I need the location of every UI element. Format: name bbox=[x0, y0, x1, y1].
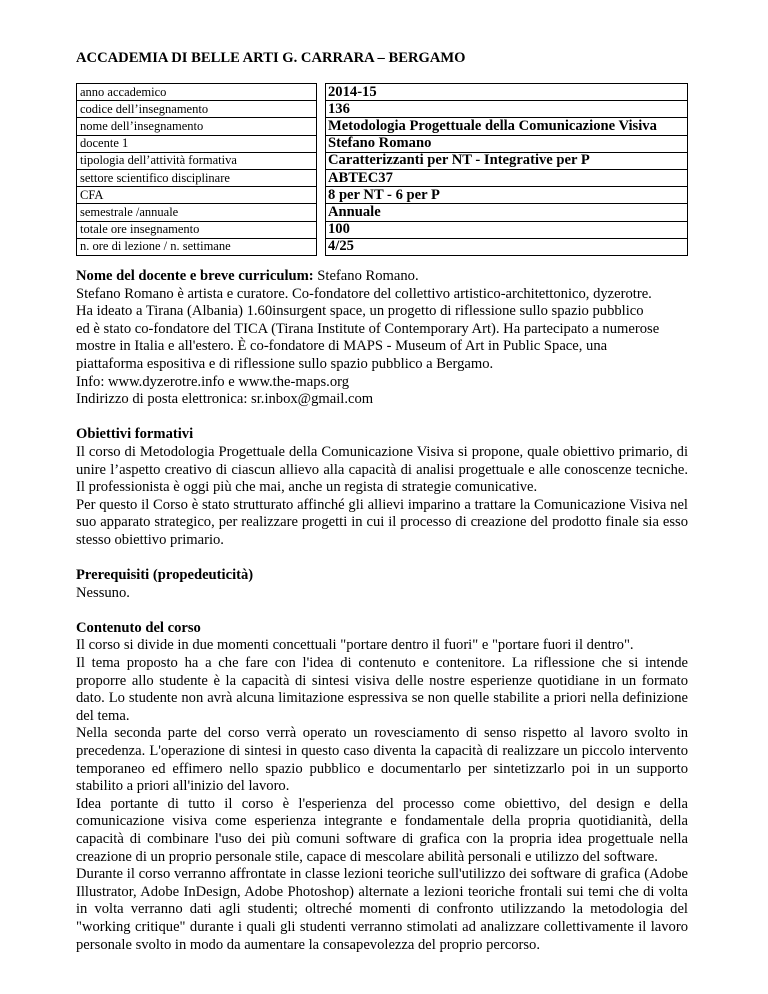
table-label: nome dell’insegnamento bbox=[77, 118, 317, 135]
table-value: 2014-15 bbox=[326, 84, 688, 101]
table-row bbox=[77, 118, 688, 135]
contenuto-paragraph: Durante il corso verranno affrontate in classe lezioni teoriche sull'utilizzo dei software di grafica (Adobe Illustrator, Adobe InDesign, Adobe Photoshop) alternate a lezioni teoriche frontali sui temi che di volta in volta verranno dati agli studenti; oltreché momenti di confronto utilizzando la metodologia del "working critique" durante i quali gli studenti verranno stimolati ad analizzare collettivamente il lavoro personale svolto in modo da aumentare la consapevolezza del proprio percorso. bbox=[76, 866, 688, 953]
document-header: ACCADEMIA DI BELLE ARTI G. CARRARA – BERGAMO bbox=[76, 50, 466, 66]
table-label: anno accademico bbox=[77, 84, 317, 101]
table-value: ABTEC37 bbox=[326, 169, 688, 186]
table-label: codice dell’insegnamento bbox=[77, 101, 317, 118]
table-row bbox=[77, 101, 688, 118]
contenuto-paragraph: Il tema proposto ha a che fare con l'idea di contenuto e contenitore. La riflessione che si intende proporre allo studente è la capacità di sintesi visiva delle nostre esperienze quotidiane in un formato dato. Lo studente non avrà alcuna limitazione espressiva se non quelle stabilite a priori nella definizione del tema. bbox=[76, 655, 688, 724]
table-label: settore scientifico disciplinare bbox=[77, 169, 317, 186]
contenuto-paragraph: Idea portante di tutto il corso è l'esperienza del processo come obiettivo, del design e della comunicazione visiva come esperienza integrante e fondamentale della propria quotidianità, della capacità di combinare l'uso dei più comuni software di grafica con la propria idea progettuale nella creazione di un proprio personale stile, capace di mescolare abilità personali e utilizzo del software. bbox=[76, 795, 688, 865]
document-page bbox=[76, 50, 688, 953]
table-value: Stefano Romano bbox=[326, 135, 688, 152]
course-info-table bbox=[76, 83, 688, 256]
table-label: tipologia dell’attività formativa bbox=[77, 152, 317, 169]
obiettivi-paragraph: Il corso di Metodologia Progettuale della Comunicazione Visiva si propone, quale obiettivo primario, di unire l’aspetto creativo di ciascun allievo alla capacità di analisi progettuale e alle conoscenze tecniche. Il professionista è oggi più che mai, anche un regista di strategie comunicative. bbox=[76, 443, 688, 496]
table-label: totale ore insegnamento bbox=[77, 221, 317, 238]
curriculum-line: ed è stato co-fondatore del TICA (Tirana Institute of Contemporary Art). Ha partecipato a numerose bbox=[76, 320, 660, 337]
curriculum-line: piattaforma espositiva e di riflessione sullo spazio pubblico a Bergamo. bbox=[76, 355, 494, 372]
table-row bbox=[77, 187, 688, 204]
table-value: Metodologia Progettuale della Comunicazione Visiva bbox=[326, 118, 688, 135]
table-row bbox=[77, 221, 688, 238]
table-row bbox=[77, 169, 688, 186]
table-value: 4/25 bbox=[326, 238, 688, 255]
obiettivi-paragraph: Per questo il Corso è stato strutturato affinché gli allievi imparino a trattare la Comunicazione Visiva nel suo apparato strategico, per realizzare progetti in cui il processo di creazione del prodotto finale sia esso stesso obiettivo primario. bbox=[76, 496, 688, 548]
curriculum-line: Stefano Romano è artista e curatore. Co-fondatore del collettivo artistico-architettonico, dyzerotre. bbox=[76, 285, 652, 302]
contenuto-text bbox=[76, 637, 688, 954]
docente-section bbox=[76, 268, 688, 286]
table-row bbox=[77, 135, 688, 152]
document-body bbox=[76, 268, 688, 954]
table-value: 136 bbox=[326, 101, 688, 118]
table-label: docente 1 bbox=[77, 135, 317, 152]
docente-name: Stefano Romano. bbox=[313, 268, 419, 284]
curriculum-line: Ha ideato a Tirana (Albania) 1.60insurgent space, un progetto di riflessione sullo spazio pubblico bbox=[76, 303, 644, 320]
obiettivi-heading: Obiettivi formativi bbox=[76, 426, 194, 443]
table-label: n. ore di lezione / n. settimane bbox=[77, 238, 317, 255]
contenuto-paragraph: Nella seconda parte del corso verrà operato un rovesciamento di senso rispetto al lavoro svolto in precedenza. L'operazione di sintesi in questo caso diventa la capacità di realizzare un piccolo intervento temporaneo ed effimero nello spazio pubblico e documentarlo per sintetizzarlo poi in un supporto stabilito a priori all'inizio del lavoro. bbox=[76, 725, 688, 795]
table-value: 8 per NT - 6 per P bbox=[326, 187, 688, 204]
table-value: Caratterizzanti per NT - Integrative per P bbox=[326, 152, 688, 169]
table-label: semestrale /annuale bbox=[77, 204, 317, 221]
contenuto-paragraph: Il corso si divide in due momenti concettuali "portare dentro il fuori" e "portare fuori il dentro". bbox=[76, 637, 634, 654]
table-row bbox=[77, 84, 688, 101]
prerequisiti-text: Nessuno. bbox=[76, 584, 130, 601]
curriculum-line: Info: www.dyzerotre.info e www.the-maps.org bbox=[76, 373, 350, 390]
obiettivi-text bbox=[76, 444, 688, 550]
table-row bbox=[77, 204, 688, 221]
table-label: CFA bbox=[77, 187, 317, 204]
contenuto-heading: Contenuto del corso bbox=[76, 619, 201, 636]
docente-curriculum bbox=[76, 286, 688, 409]
curriculum-line: Indirizzo di posta elettronica: sr.inbox@gmail.com bbox=[76, 391, 374, 408]
table-row bbox=[77, 152, 688, 169]
table-value: 100 bbox=[326, 221, 688, 238]
curriculum-line: mostre in Italia e all'estero. È co-fondatore di MAPS - Museum of Art in Public Space, una bbox=[76, 338, 608, 355]
table-row bbox=[77, 238, 688, 255]
table-value: Annuale bbox=[326, 204, 688, 221]
docente-heading: Nome del docente e breve curriculum: bbox=[76, 268, 314, 284]
prerequisiti-heading: Prerequisiti (propedeuticità) bbox=[76, 567, 254, 584]
